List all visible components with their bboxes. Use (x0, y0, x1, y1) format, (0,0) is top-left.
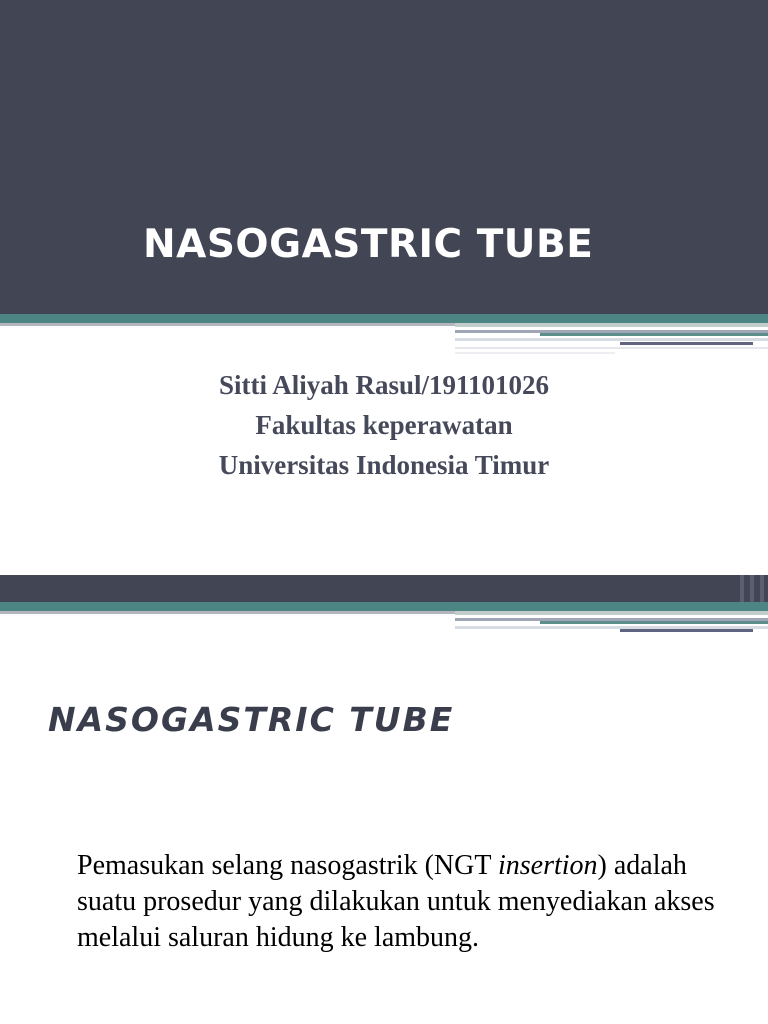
accent-stripe (540, 333, 768, 336)
accent-stripe (455, 611, 768, 615)
accent-stripe (620, 629, 753, 632)
accent-stripe (740, 575, 744, 602)
faculty-line: Fakultas keperawatan (255, 410, 513, 440)
teal-stripe (0, 602, 768, 611)
accent-stripe (455, 323, 768, 327)
accent-stripe (455, 347, 768, 349)
content-slide (0, 575, 768, 1024)
teal-stripe (0, 314, 768, 323)
accent-stripe (455, 352, 615, 354)
author-line: Sitti Aliyah Rasul/191101026 (218, 370, 550, 400)
body-text-start: Pemasukan selang nasogastrik (NGT (77, 850, 498, 881)
body-paragraph (77, 848, 717, 956)
top-band (0, 575, 768, 602)
accent-stripe (750, 575, 754, 602)
gray-stripe (0, 611, 455, 614)
subtitle-block (0, 365, 768, 485)
accent-stripe (455, 338, 768, 341)
body-text-end: ) adalah suatu prosedur yang dilakukan untuk menyediakan akses melalui saluran hidung ke lambung. (77, 850, 715, 953)
content-title: NASOGASTRIC TUBE (48, 700, 455, 739)
university-line: Universitas Indonesia Timur (218, 450, 550, 480)
slide-title: NASOGASTRIC TUBE (143, 222, 594, 267)
accent-stripe (760, 575, 764, 602)
accent-stripe (540, 621, 768, 624)
body-emphasis: insertion (497, 850, 598, 881)
accent-stripe (620, 342, 753, 345)
gray-stripe (0, 323, 455, 326)
